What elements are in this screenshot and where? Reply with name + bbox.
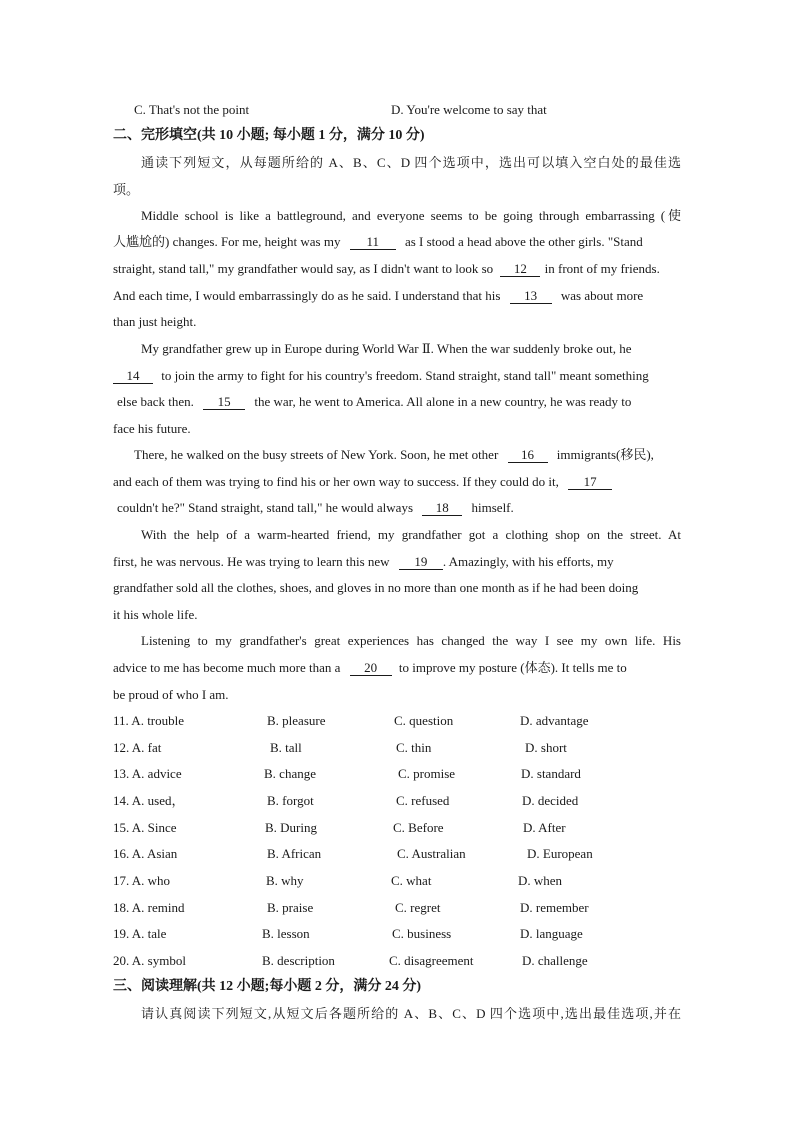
passage-p4-line-4: it his whole life. <box>113 607 198 622</box>
passage-text: first, he was nervous. He was trying to learn this new <box>113 554 390 569</box>
passage-p1-line-2 <box>113 233 681 251</box>
q20-option-c: C. disagreement <box>389 953 474 968</box>
passage-text: else back then. <box>117 394 194 409</box>
blank-12: 12 <box>500 261 540 277</box>
q16-option-c: C. Australian <box>397 846 466 861</box>
q13-option-d: D. standard <box>521 766 581 781</box>
q16-option-b: B. African <box>267 846 322 861</box>
q13-option-b: B. change <box>264 766 316 781</box>
blank-20: 20 <box>350 660 392 676</box>
q13-option-a: 13. A. advice <box>113 766 182 781</box>
passage-text: And each time, I would embarrassingly do as he said. I understand that his <box>113 288 501 303</box>
passage-p3-line-2 <box>113 473 681 491</box>
q12-option-d: D. short <box>525 740 567 755</box>
prev-option-c: C. That's not the point <box>134 102 250 117</box>
passage-text: was about more <box>560 288 644 303</box>
q15-option-d: D. After <box>523 820 566 835</box>
passage-p1-line-3 <box>113 260 681 278</box>
q16-option-d: D. European <box>527 846 593 861</box>
blank-11: 11 <box>350 234 396 250</box>
q12-option-c: C. thin <box>396 740 432 755</box>
q17-option-a: 17. A. who <box>113 873 171 888</box>
passage-p1-line-1: Middle school is like a battleground, and everyone seems to be going through embarrassing (使 <box>141 208 681 223</box>
q18-option-c: C. regret <box>395 900 441 915</box>
blank-14: 14 <box>113 368 153 384</box>
q19-option-d: D. language <box>520 926 583 941</box>
q11-option-a: 11. A. trouble <box>113 713 185 728</box>
q15-option-b: B. During <box>265 820 317 835</box>
passage-p4-line-3: grandfather sold all the clothes, shoes, and gloves in no more than one month as if he had been doing <box>113 580 639 595</box>
q11-option-b: B. pleasure <box>267 713 326 728</box>
q20-option-d: D. challenge <box>522 953 588 968</box>
section-2-instructions-line-2: 项。 <box>113 182 140 197</box>
q20-option-a: 20. A. symbol <box>113 953 186 968</box>
passage-text: straight, stand tall," my grandfather would say, as I didn't want to look so <box>113 261 494 276</box>
passage-text: to improve my posture (体态). It tells me to <box>398 660 627 675</box>
q18-option-b: B. praise <box>267 900 314 915</box>
q19-option-c: C. business <box>392 926 452 941</box>
blank-18: 18 <box>422 500 462 516</box>
q19-option-a: 19. A. tale <box>113 926 167 941</box>
passage-p2-line-3 <box>117 393 685 411</box>
section-3-instructions-line-1: 请认真阅读下列短文,从短文后各题所给的 A、B、C、D 四个选项中,选出最佳选项,并在 <box>141 1006 681 1021</box>
passage-p4-line-2 <box>113 553 681 571</box>
q11-option-c: C. question <box>394 713 454 728</box>
passage-text: to join the army to fight for his country's freedom. Stand straight, stand tall" meant something <box>161 368 649 383</box>
passage-p1-line-5: than just height. <box>113 314 197 329</box>
q17-option-c: C. what <box>391 873 432 888</box>
passage-p5-line-2 <box>113 659 681 677</box>
section-2-heading: 二、完形填空(共 10 小题; 每小题 1 分，满分 10 分) <box>113 128 425 143</box>
q17-option-d: D. when <box>518 873 563 888</box>
blank-13: 13 <box>510 288 552 304</box>
q14-option-d: D. decided <box>522 793 579 808</box>
passage-text: 人尴尬的) changes. For me, height was my <box>113 234 341 249</box>
passage-text: himself. <box>471 500 514 515</box>
q12-option-b: B. tall <box>270 740 302 755</box>
section-3-heading: 三、阅读理解(共 12 小题;每小题 2 分，满分 24 分) <box>113 979 421 994</box>
q14-option-b: B. forgot <box>267 793 314 808</box>
q14-option-a: 14. A. used， <box>113 793 185 808</box>
passage-p2-line-1: My grandfather grew up in Europe during World War Ⅱ. When the war suddenly broke out, he <box>141 341 632 356</box>
blank-16: 16 <box>508 447 548 463</box>
q18-option-d: D. remember <box>520 900 589 915</box>
passage-text: couldn't he?" Stand straight, stand tall," he would always <box>117 500 414 515</box>
q18-option-a: 18. A. remind <box>113 900 185 915</box>
passage-text: advice to me has become much more than a <box>113 660 341 675</box>
passage-p4-line-1: With the help of a warm-hearted friend, my grandfather got a clothing shop on the street. At <box>141 527 681 542</box>
passage-p5-line-1: Listening to my grandfather's great experiences has changed the way I see my own life. His <box>141 633 681 648</box>
passage-text: immigrants(移民), <box>556 447 654 462</box>
q14-option-c: C. refused <box>396 793 450 808</box>
passage-text: There, he walked on the busy streets of New York. Soon, he met other <box>134 447 499 462</box>
q12-option-a: 12. A. fat <box>113 740 162 755</box>
q16-option-a: 16. A. Asian <box>113 846 178 861</box>
passage-p1-line-4 <box>113 287 681 305</box>
section-2-instructions-line-1: 通读下列短文，从每题所给的 A、B、C、D 四个选项中，选出可以填入空白处的最佳选 <box>141 155 681 170</box>
passage-p3-line-3 <box>117 499 685 517</box>
q15-option-a: 15. A. Since <box>113 820 177 835</box>
passage-text: the war, he went to America. All alone in a new country, he was ready to <box>254 394 632 409</box>
q15-option-c: C. Before <box>393 820 444 835</box>
q19-option-b: B. lesson <box>262 926 310 941</box>
q17-option-b: B. why <box>266 873 304 888</box>
blank-19: 19 <box>399 554 443 570</box>
passage-text: in front of my friends. <box>544 261 660 276</box>
passage-p3-line-1 <box>134 446 702 464</box>
prev-option-d: D. You're welcome to say that <box>391 102 547 117</box>
passage-p2-line-2 <box>113 367 681 385</box>
blank-17: 17 <box>568 474 612 490</box>
passage-p5-line-3: be proud of who I am. <box>113 687 229 702</box>
passage-text: . Amazingly, with his efforts, my <box>442 554 614 569</box>
q11-option-d: D. advantage <box>520 713 589 728</box>
passage-text: and each of them was trying to find his or her own way to success. If they could do it, <box>113 474 559 489</box>
blank-15: 15 <box>203 394 245 410</box>
passage-text: as I stood a head above the other girls. "Stand <box>404 234 643 249</box>
passage-p2-line-4: face his future. <box>113 421 191 436</box>
q20-option-b: B. description <box>262 953 335 968</box>
q13-option-c: C. promise <box>398 766 456 781</box>
